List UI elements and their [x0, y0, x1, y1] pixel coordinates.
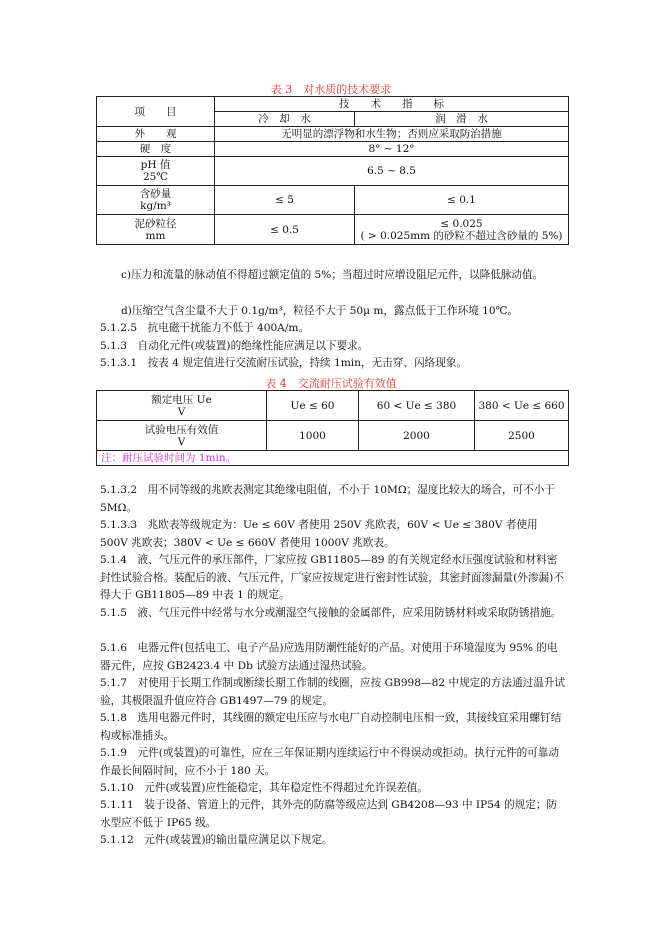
table3-row-label	[97, 157, 215, 186]
voltage-range-cell: Ue ≤ 60	[267, 391, 359, 421]
section-5-1-3: 5.1.3 自动化元件(或装置)的绝缘性能应满足以下要求。	[100, 340, 369, 352]
section-5-1-7: 5.1.7 对使用于长期工作制或断续长期工作制的线圈，应按 GB998—82 中规定的方法通过温升试验，其极限温升值应符合 GB1497—79 的规定。	[100, 677, 566, 707]
table3-lubricating-value	[355, 215, 569, 245]
voltage-range-cell: 60 < Ue ≤ 380	[359, 391, 475, 421]
grain-size-unit: mm	[145, 229, 166, 242]
rated-voltage-label	[97, 391, 267, 421]
table4-caption: 表 4 交流耐压试验有效值	[265, 377, 397, 390]
table3-header-cooling: 冷 却 水	[215, 112, 355, 127]
table3-row-value: 8° ~ 12°	[215, 142, 569, 157]
test-voltage-cell: 2000	[359, 421, 475, 451]
ph-label: pH 值	[140, 159, 171, 171]
grain-size-label: 泥砂粒径	[134, 217, 177, 230]
table3-row-label	[97, 215, 215, 245]
table-row	[97, 421, 569, 451]
table-row	[97, 157, 569, 186]
section-5-1-8: 5.1.8 选用电器元件时，其线圈的额定电压应与水电厂自动控制电压相一致，其接线宜采用螺钉结构或标准插头。	[100, 712, 562, 742]
voltage-range-cell: 380 < Ue ≤ 660	[475, 391, 569, 421]
section-5-1-3-2: 5.1.3.2 用不同等级的兆欧表测定其绝缘电阻值，不小于 10MΩ；湿度比较大的场合，可不小于 5MΩ。	[100, 484, 555, 514]
table3-cooling-value: ≤ 5	[215, 186, 355, 215]
table-row	[97, 186, 569, 215]
table3-row-label	[97, 186, 215, 215]
test-voltage-unit: V	[177, 435, 186, 448]
table-row	[97, 215, 569, 245]
section-5-1-11: 5.1.11 装于设备、管道上的元件，其外壳的防腐等级应达到 GB4208—93 中 IP54 的规定；防水型应不低于 IP65 级。	[100, 799, 558, 829]
table3-header-lubricating: 润 滑 水	[355, 112, 569, 127]
section-5-1-6: 5.1.6 电器元件(包括电工、电子产品)应选用防潮性能好的产品。对使用于环境湿度为 95% 的电器元件，应按 GB2423.4 中 Db 试验方法通过湿热试验。	[100, 642, 558, 672]
section-5-1-4: 5.1.4 液、气压元件的承压部件，厂家应按 GB11805—89 的有关规定经水压强度试验和材料密封性试验合格。装配后的液、气压元件，厂家应按规定进行密封性试验，其密封面渗漏量(外渗漏)不得大于 GB11805—89 中表 1 的规定。	[100, 554, 564, 601]
grain-size-limit: ≤ 0.025	[440, 217, 483, 230]
paragraph-d: d)压缩空气含尘量不大于 0.1g/m³，粒径不大于 50μ m，露点低于工作环境 10℃。	[121, 305, 519, 317]
section-5-1-9: 5.1.9 元件(或装置)的可靠性，应在三年保证期内连续运行中不得误动或拒动。执行元件的可靠动作最长间隔时间，应不小于 180 天。	[100, 747, 559, 777]
paragraph-c: c)压力和流量的脉动值不得超过额定值的 5%；当超过时应增设阻尼元件，以降低脉动值。	[121, 269, 544, 281]
table-row	[97, 142, 569, 157]
section-5-1-3-1: 5.1.3.1 按表 4 规定值进行交流耐压试验，持续 1min，无击穿、闪络现象。	[100, 357, 467, 369]
rated-voltage-unit: V	[177, 405, 186, 418]
table-row	[97, 391, 569, 421]
table3-row-label: 外 观	[97, 127, 215, 142]
table3-header-item: 项 目	[97, 97, 215, 127]
section-5-1-5: 5.1.5 液、气压元件中经常与水分或潮湿空气接触的金属部件，应采用防锈材料或采取防锈措施。	[100, 607, 562, 619]
sand-content-unit: kg/m³	[140, 200, 171, 212]
table3-row-value: 无明显的漂浮物和水生物；否则应采取防治措施	[215, 127, 569, 142]
table4-note: 注：耐压试验时间为 1min。	[97, 451, 569, 466]
table3-cooling-value: ≤ 0.5	[215, 215, 355, 245]
section-5-1-12: 5.1.12 元件(或装置)的输出量应满足以下规定。	[100, 834, 333, 846]
section-5-1-2-5: 5.1.2.5 抗电磁干扰能力不低于 400A/m。	[100, 322, 310, 334]
test-voltage-cell: 1000	[267, 421, 359, 451]
test-voltage-text: 试验电压有效值	[144, 423, 219, 436]
test-voltage-cell: 2500	[475, 421, 569, 451]
table3-row-label: 硬 度	[97, 142, 215, 157]
sand-content-label: 含砂量	[139, 188, 172, 200]
table4	[96, 390, 569, 466]
table3-header-spec: 技 术 指 标	[215, 97, 569, 112]
ph-sub: 25℃	[142, 171, 169, 183]
table3-lubricating-value: ≤ 0.1	[355, 186, 569, 215]
section-5-1-3-3: 5.1.3.3 兆欧表等级规定为：Ue ≤ 60V 者使用 250V 兆欧表，60V < Ue ≤ 380V 者使用 500V 兆欧表；380V < Ue ≤ 660V 者使用 1000V 兆欧表。	[100, 519, 538, 549]
table-row	[97, 127, 569, 142]
rated-voltage-text: 额定电压 Ue	[151, 393, 212, 406]
grain-size-note: ( > 0.025mm 的砂粒不超过含砂量的 5%)	[360, 229, 563, 242]
table3-row-value: 6.5 ~ 8.5	[215, 157, 569, 186]
table3-caption: 表 3 对水质的技术要求	[270, 83, 392, 96]
table-row	[97, 451, 569, 466]
test-voltage-label	[97, 421, 267, 451]
table3	[96, 96, 569, 245]
section-5-1-10: 5.1.10 元件(或装置)应性能稳定，其年稳定性不得超过允许误差值。	[100, 782, 428, 794]
